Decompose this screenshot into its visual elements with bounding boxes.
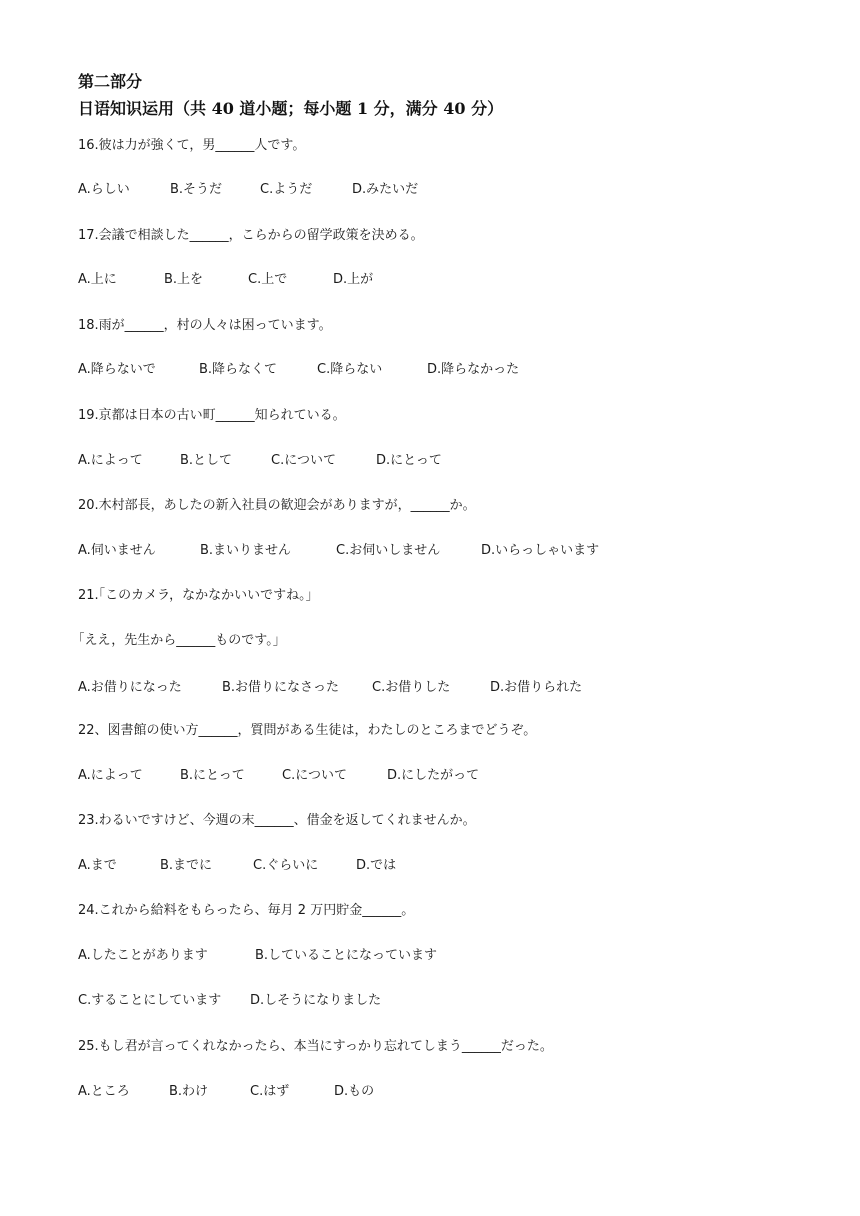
option-d[interactable]: D.みたいだ	[352, 182, 419, 197]
question-24-stem: 24.これから給料をもらったら、毎月 2 万円貯金______。	[78, 903, 415, 918]
question-24-options-row-2	[78, 989, 838, 1009]
question-22-options	[78, 764, 838, 784]
question-17-options	[78, 268, 838, 288]
option-d[interactable]: D.上が	[333, 272, 374, 287]
option-c[interactable]: C.お借りした	[372, 680, 451, 695]
option-a[interactable]: A.したことがあります	[78, 948, 208, 963]
option-c[interactable]: C.ようだ	[260, 182, 313, 197]
option-a[interactable]: A.お借りになった	[78, 680, 182, 695]
option-d[interactable]: D.しそうになりました	[250, 993, 382, 1008]
option-a[interactable]: A.らしい	[78, 182, 130, 197]
question-16-options	[78, 178, 838, 198]
option-a[interactable]: A.によって	[78, 768, 143, 783]
question-20-options	[78, 539, 838, 559]
option-c[interactable]: C.することにしています	[78, 993, 222, 1008]
question-24-options	[78, 944, 838, 964]
option-c[interactable]: C.について	[271, 453, 336, 468]
question-23-options	[78, 854, 838, 874]
option-c[interactable]: C.上で	[248, 272, 288, 287]
question-25-stem: 25.もし君が言ってくれなかったら、本当にすっかり忘れてしまう______だった。	[78, 1039, 553, 1054]
option-d[interactable]: D.にしたがって	[387, 768, 480, 783]
section-subtitle: 日语知识运用（共 40 道小题；每小题 1 分，满分 40 分）	[78, 99, 504, 118]
option-a[interactable]: A.伺いません	[78, 543, 156, 558]
question-16-stem: 16.彼は力が強くて，男______人です。	[78, 138, 306, 153]
question-21-stem: 21.｢このカメラ，なかなかいいですね。｣	[78, 588, 313, 603]
option-c[interactable]: C.ぐらいに	[253, 858, 319, 873]
option-b[interactable]: B.お借りになさった	[222, 680, 340, 695]
question-18-stem: 18.雨が______，村の人々は困っています。	[78, 318, 332, 333]
option-b[interactable]: B.していることになっています	[255, 948, 438, 963]
option-d[interactable]: D.にとって	[376, 453, 442, 468]
question-23-stem: 23.わるいですけど、今週の末______、借金を返してくれませんか。	[78, 813, 476, 828]
option-a[interactable]: A.によって	[78, 453, 143, 468]
option-b[interactable]: B.そうだ	[170, 182, 223, 197]
option-a[interactable]: A.ところ	[78, 1084, 130, 1099]
option-d[interactable]: D.もの	[334, 1084, 375, 1099]
option-b[interactable]: B.まいりません	[200, 543, 292, 558]
option-d[interactable]: D.降らなかった	[427, 362, 520, 377]
section-title: 第二部分	[78, 72, 143, 91]
question-20-stem: 20.木村部長，あしたの新入社員の歓迎会がありますが，______か。	[78, 498, 476, 513]
option-b[interactable]: B.上を	[164, 272, 204, 287]
option-a[interactable]: A.上に	[78, 272, 117, 287]
question-21-options	[78, 676, 838, 696]
option-d[interactable]: D.お借りられた	[490, 680, 583, 695]
option-d[interactable]: D.いらっしゃいます	[481, 543, 600, 558]
question-18-options	[78, 358, 838, 378]
option-b[interactable]: B.にとって	[180, 768, 245, 783]
question-22-stem: 22、図書館の使い方______，質問がある生徒は，わたしのところまでどうぞ。	[78, 723, 537, 738]
option-d[interactable]: D.では	[356, 858, 397, 873]
question-25-options	[78, 1080, 838, 1100]
option-a[interactable]: A.まで	[78, 858, 117, 873]
option-a[interactable]: A.降らないで	[78, 362, 156, 377]
option-c[interactable]: C.について	[282, 768, 347, 783]
option-b[interactable]: B.降らなくて	[199, 362, 278, 377]
question-17-stem: 17.会議で相談した______，こらからの留学政策を決める。	[78, 228, 424, 243]
option-c[interactable]: C.はず	[250, 1084, 290, 1099]
question-21-stem-reply: ｢ええ，先生から______ものです。｣	[78, 633, 280, 648]
question-19-options	[78, 449, 838, 469]
option-c[interactable]: C.お伺いしません	[336, 543, 441, 558]
option-b[interactable]: B.までに	[160, 858, 213, 873]
question-19-stem: 19.京都は日本の古い町______知られている。	[78, 408, 346, 423]
option-b[interactable]: B.わけ	[169, 1084, 209, 1099]
option-c[interactable]: C.降らない	[317, 362, 383, 377]
option-b[interactable]: B.として	[180, 453, 233, 468]
